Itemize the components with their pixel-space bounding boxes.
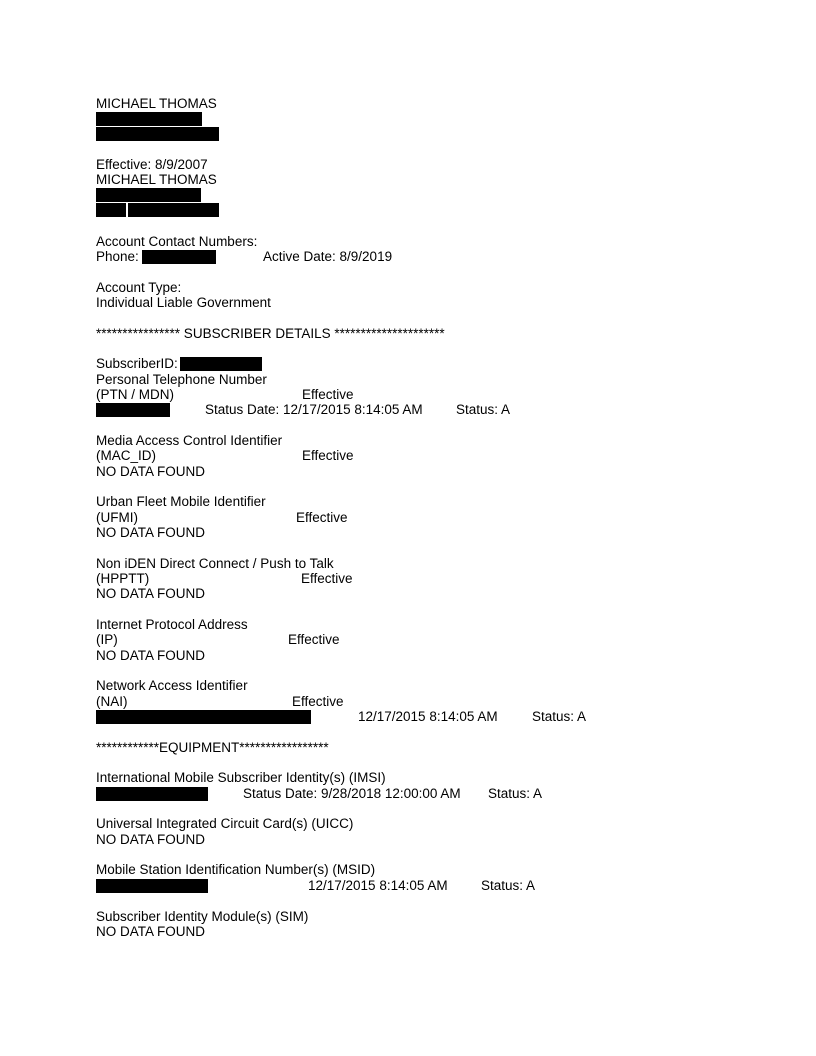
msid-title: Mobile Station Identification Number(s) (MSID): [96, 862, 376, 877]
mac-value: NO DATA FOUND: [96, 464, 206, 479]
ptn-effective: Effective: [302, 387, 354, 402]
ptn-status-date: Status Date: 12/17/2015 8:14:05 AM: [205, 402, 423, 417]
nai-date: 12/17/2015 8:14:05 AM: [358, 709, 498, 724]
mac-abbr: (MAC_ID): [96, 448, 156, 463]
nai-abbr: (NAI): [96, 694, 128, 709]
contact-numbers-heading: Account Contact Numbers:: [96, 234, 258, 249]
redaction-bar: [96, 112, 202, 126]
redaction-bar: [142, 250, 216, 264]
hpptt-effective: Effective: [301, 571, 353, 586]
ptn-status: Status: A: [456, 402, 511, 417]
phone-label: Phone:: [96, 249, 139, 264]
hpptt-title: Non iDEN Direct Connect / Push to Talk: [96, 556, 334, 571]
active-date: Active Date: 8/9/2019: [263, 249, 393, 264]
ptn-title: Personal Telephone Number: [96, 372, 267, 387]
msid-date: 12/17/2015 8:14:05 AM: [308, 878, 448, 893]
mac-effective: Effective: [302, 448, 354, 463]
imsi-title: International Mobile Subscriber Identity(s) (IMSI): [96, 770, 386, 785]
subscriber-details-banner: **************** SUBSCRIBER DETAILS *********************: [96, 326, 445, 341]
mac-title: Media Access Control Identifier: [96, 433, 283, 448]
billing-name: MICHAEL THOMAS: [96, 172, 217, 187]
ufmi-value: NO DATA FOUND: [96, 525, 206, 540]
account-type-value: Individual Liable Government: [96, 295, 271, 310]
sim-title: Subscriber Identity Module(s) (SIM): [96, 909, 309, 924]
nai-effective: Effective: [292, 694, 344, 709]
uicc-value: NO DATA FOUND: [96, 832, 206, 847]
ip-value: NO DATA FOUND: [96, 648, 206, 663]
subscriber-id-label: SubscriberID:: [96, 356, 178, 371]
uicc-title: Universal Integrated Circuit Card(s) (UICC): [96, 816, 354, 831]
effective-date: Effective: 8/9/2007: [96, 157, 208, 172]
ip-abbr: (IP): [96, 632, 118, 647]
equipment-banner: ************EQUIPMENT*****************: [96, 740, 329, 755]
ip-title: Internet Protocol Address: [96, 617, 248, 632]
msid-status: Status: A: [481, 878, 536, 893]
ptn-abbr: (PTN / MDN): [96, 387, 174, 402]
redaction-bar: [96, 127, 219, 141]
imsi-status-date: Status Date: 9/28/2018 12:00:00 AM: [243, 786, 461, 801]
sim-value: NO DATA FOUND: [96, 924, 206, 939]
account-type-heading: Account Type:: [96, 280, 182, 295]
ip-effective: Effective: [288, 632, 340, 647]
redaction-bar: [96, 203, 126, 217]
redaction-bar: [96, 879, 208, 893]
ufmi-abbr: (UFMI): [96, 510, 138, 525]
imsi-status: Status: A: [488, 786, 543, 801]
ufmi-title: Urban Fleet Mobile Identifier: [96, 494, 266, 509]
redaction-bar: [96, 787, 208, 801]
ufmi-effective: Effective: [296, 510, 348, 525]
nai-status: Status: A: [532, 709, 587, 724]
nai-title: Network Access Identifier: [96, 678, 248, 693]
hpptt-abbr: (HPPTT): [96, 571, 150, 586]
redaction-bar: [180, 357, 262, 371]
hpptt-value: NO DATA FOUND: [96, 586, 206, 601]
redaction-bar: [96, 188, 201, 202]
redaction-bar: [128, 203, 219, 217]
redaction-bar: [96, 710, 311, 724]
redaction-bar: [96, 403, 170, 417]
account-holder-name: MICHAEL THOMAS: [96, 96, 217, 111]
